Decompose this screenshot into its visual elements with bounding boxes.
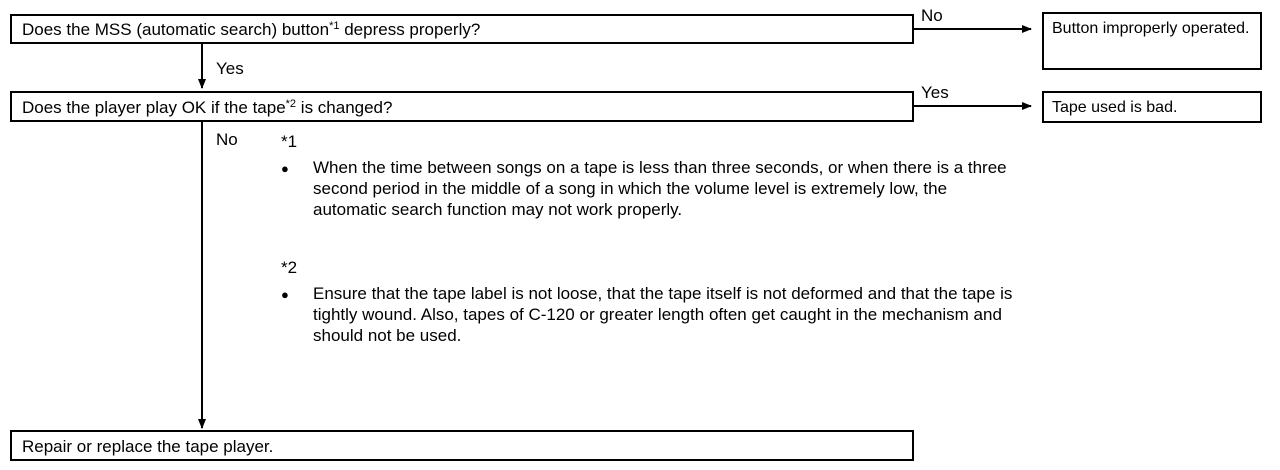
question-1-text: Does the MSS (automatic search) button [22, 20, 330, 39]
result-button-improper-text: Button improperly operated. [1052, 20, 1250, 37]
question-2-box [10, 91, 914, 122]
note-2-bullet: ● [281, 287, 289, 302]
final-action-box [10, 430, 914, 461]
q1-no-label: No [921, 6, 943, 25]
note-1-text: When the time between songs on a tape is less than three seconds, or when there is a three second period in the middle of a song in which the volume level is extremely low, the automatic search function may not work properly. [313, 158, 1007, 219]
question-1-box [10, 14, 914, 44]
question-2-text-end: is changed? [296, 98, 393, 117]
footnote-ref-2: *2 [285, 98, 297, 110]
result-tape-bad-box [1042, 91, 1262, 123]
question-2-text: Does the player play OK if the tape [22, 98, 286, 117]
note-2-marker: *2 [281, 258, 298, 277]
note-1-bullet: ● [281, 161, 289, 176]
q2-yes-label: Yes [921, 83, 949, 102]
question-1-text-end: depress properly? [339, 20, 481, 39]
note-2-text: Ensure that the tape label is not loose, that the tape itself is not deformed and that the tape is tightly wound. Also, tapes of C-120 or greater length often get caught in the mechanism and should not be used. [313, 284, 1013, 345]
q2-no-label: No [216, 130, 238, 149]
result-button-improper-box [1042, 12, 1262, 70]
q1-yes-label: Yes [216, 59, 244, 78]
note-1-marker: *1 [281, 132, 298, 151]
footnote-ref-1: *1 [329, 20, 340, 32]
result-tape-bad-text: Tape used is bad. [1052, 99, 1178, 116]
final-action-text: Repair or replace the tape player. [22, 437, 274, 456]
